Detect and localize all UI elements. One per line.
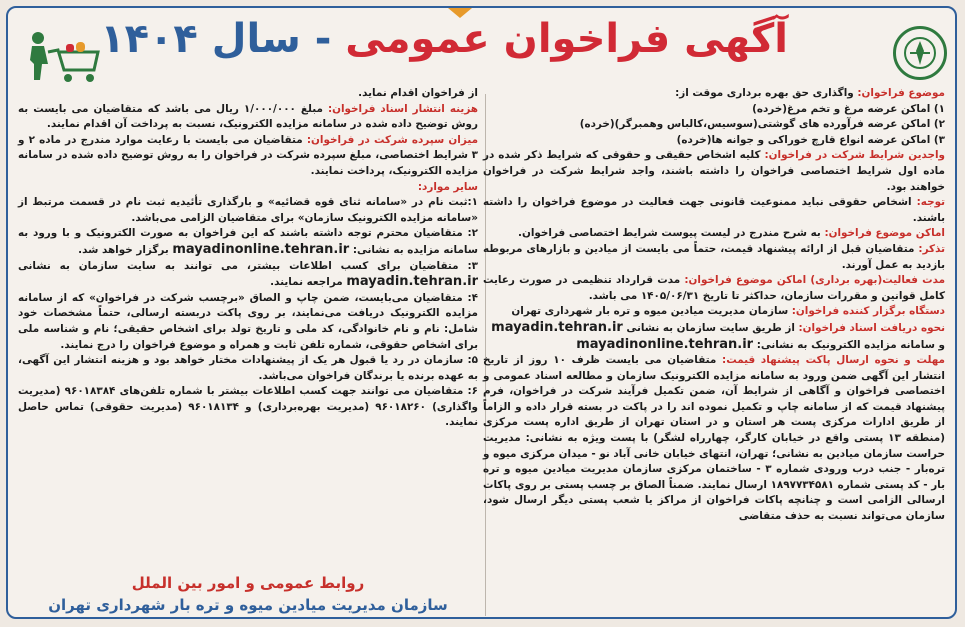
paragraph: [18, 133, 478, 180]
paragraph: [483, 226, 945, 242]
paragraph-heading: مهلت و نحوه ارسال پاکت پیشنهاد قیمت:: [722, 354, 945, 367]
paragraph-text: ۲) اماکن عرضه فرآورده های گوشتی(سوسیس،کالباس وهمبرگر)(خرده): [579, 118, 945, 131]
footer: [18, 572, 478, 616]
website-link[interactable]: mayadin.tehran.ir: [491, 319, 623, 335]
footer-line-1: روابط عمومی و امور بین الملل: [131, 574, 365, 592]
paragraph: [483, 337, 945, 354]
paragraph-text: ۱:ثبت نام در «سامانه ثنای قوه قضائیه» و بارگذاری تأئیدیه ثبت نام در قسمت مرتبط از «سامانه مزایده الکترونیک سازمان» برای متقاضیان الزامی می‌باشد.: [18, 196, 478, 224]
paragraph: [483, 304, 945, 320]
paragraph-text: به شرح مندرج در لیست پیوست شرایط اختصاصی فراخوان.: [518, 227, 825, 240]
paragraph-text: از فراخوان اقدام نماید.: [358, 87, 478, 99]
paragraph-heading: میزان سپرده شرکت در فراخوان:: [306, 133, 478, 146]
paragraph-text: ۱) اماکن عرضه مرغ و تخم مرغ(خرده): [752, 102, 945, 115]
paragraph-heading: توجه:: [916, 196, 945, 209]
paragraph-heading: موضوع فراخوان:: [857, 87, 945, 99]
paragraph: [18, 226, 478, 258]
paragraph-text: از طریق سایت سازمان به نشانی: [622, 321, 799, 334]
paragraph: [483, 273, 945, 304]
paragraph: [483, 195, 945, 226]
paragraph: [18, 102, 478, 133]
paragraph-heading: تذکر:: [918, 242, 945, 255]
paragraph-heading: دستگاه برگزار کننده فراخوان:: [791, 305, 945, 318]
website-link[interactable]: mayadinonline.tehran.ir: [576, 336, 754, 352]
paragraph-text: ۳: متقاضیان برای کسب اطلاعات بیشتر، می توانند به سایت سازمان به نشانی: [18, 259, 478, 272]
title-year: - سال ۱۴۰۴: [100, 16, 332, 62]
paragraph-text: متقاضیان می بایست ظرف ۱۰ روز از تاریخ انتشار این آگهی ضمن ورود به سامانه مزایده الکترونیک سازمان و مطالعه اسناد عمومی و اختصاصی فراخوان و آگاهی از شرایط آن، ضمن تکمیل فرآیند شرکت در فراخوان، فرم پیشنهاد قیمت که از سامانه چاپ و تکمیل نموده اند را در پاکت در بسته قرار داده و الزاماً از طریق ادارات مرکزی پست هر استان و در استان تهران از طریق اداره پست مرکزی (منطقه ۱۳ پستی واقع در خیابان کارگر، چهارراه لشگر) با پست ویژه به نشانی: مدیریت حراست سازمان میادین به نشانی؛ تهران، انتهای خیابان خانی آباد نو - میدان مرکزی میوه و تره‌بار - جنب درب ورودی شماره ۳ - ساختمان مرکزی سازمان مدیریت میادین میوه و تره بار - کد پستی شماره ۱۸۹۷۷۳۴۵۸۱ ارسال نمایند. ضمناً الصاق بر چسب پستی بر روی پاکات ارسالی الزامی است و چنانچه پاکات فراخوان از مراکز یا شعب پستی دیگر ارسال شود، سازمان می‌تواند نسبت به حذف متقاضی: [483, 354, 945, 523]
footer-line-2: سازمان مدیریت میادین میوه و تره بار شهرداری تهران: [48, 596, 448, 614]
paragraph: [483, 148, 945, 195]
title-main: آگهی فراخوان عمومی: [345, 16, 788, 62]
shopping-cart-icon: [22, 30, 102, 86]
paragraph: [18, 291, 478, 353]
paragraph: [483, 133, 945, 149]
paragraph: [483, 320, 945, 337]
paragraph-heading: مدت فعالیت(بهره برداری) اماکن موضوع فراخوان:: [684, 274, 945, 287]
paragraph-heading: هزینه انتشار اسناد فراخوان:: [327, 102, 478, 115]
paragraph-heading: نحوه دریافت اسناد فراخوان:: [798, 321, 945, 334]
paragraph-text: مبلغ ۱/۰۰۰/۰۰۰ ریال می باشد که متقاضیان می بایست به روش توضیح داده شده در سامانه مزایده الکترونیک، نسبت به پرداخت آن اقدام نمایند.: [18, 102, 478, 131]
website-link[interactable]: mayadin.tehran.ir: [346, 274, 478, 290]
paragraph: [483, 102, 945, 118]
paragraph: [18, 259, 478, 291]
paragraph: [18, 86, 478, 102]
paragraph: [483, 86, 945, 102]
notice-frame: [6, 6, 957, 619]
paragraph-tail: برگزار خواهد شد.: [78, 243, 173, 256]
paragraph-text: سازمان مدیریت میادین میوه و تره بار شهرداری تهران: [511, 305, 792, 318]
paragraph: [483, 117, 945, 133]
tehran-municipality-logo-icon: [893, 26, 947, 80]
right-column: [483, 86, 945, 525]
paragraph-text: ۳) اماکن عرضه انواع قارچ خوراکی و جوانه ها(خرده): [676, 133, 945, 146]
paragraph-text: مدت قرارداد تنظیمی در صورت رعایت کامل قوانین و مقررات سازمان، حداکثر تا تاریخ ۱۴۰۵/۰۶/۳۱ می باشد.: [483, 274, 945, 302]
website-link[interactable]: mayadinonline.tehran.ir: [172, 241, 350, 257]
left-column: [18, 86, 478, 431]
paragraph-text: متقاضیان می بایست با رعایت موارد مندرج در ماده ۲ و ۳ شرایط اختصاصی، مبلغ سپرده شرکت در فراخوان را به روش توضیح داده شده در سامانه مزایده الکترونیک، پرداخت نمایند.: [18, 133, 478, 177]
paragraph-heading: اماکن موضوع فراخوان:: [824, 227, 945, 240]
paragraph-heading: واجدین شرایط شرکت در فراخوان:: [764, 149, 945, 162]
paragraph-text: کلیه اشخاص حقیقی و حقوقی که شرایط ذکر شده در ماده اول شرایط اختصاصی فراخوان را داشته باشند، واجد شرایط شرکت در فراخوان خواهند بود.: [483, 149, 945, 193]
paragraph-text: متقاضیان قبل از ارائه پیشنهاد قیمت، حتماً می بایست از میادین و بازارهای مربوطه بازدید به عمل آورند.: [483, 242, 945, 271]
paragraph-text: ۶: متقاضیان می توانند جهت کسب اطلاعات بیشتر با شماره تلفن‌های ۹۶۰۱۸۳۸۴ (مدیریت واگذاری) ۹۶۰۱۸۲۶۰ (مدیریت بهره‌برداری) و ۹۶۰۱۸۱۳۴ (مدیریت حقوقی) تماس حاصل نمایند.: [18, 385, 478, 429]
paragraph: [18, 384, 478, 431]
paragraph-text: ۲: متقاضیان محترم توجه داشته باشند که این فراخوان به صورت الکترونیک و با ورود به سامانه مزایده به نشانی:: [18, 227, 478, 256]
paragraph: [18, 353, 478, 384]
paragraph: [483, 353, 945, 525]
paragraph-text: اشخاص حقوقی نباید ممنوعیت قانونی جهت فعالیت در موضوع فراخوان را داشته باشند.: [483, 196, 945, 224]
paragraph-text: ۵: سازمان در رد یا قبول هر یک از پیشنهادات مختار خواهد بود و هزینه انتشار این آگهی، به عهده برنده یا برندگان فراخوان می‌باشد.: [18, 354, 478, 382]
paragraph: [18, 180, 478, 196]
paragraph-text: و سامانه مزایده الکترونیک به نشانی:: [753, 338, 945, 351]
page-title: [100, 16, 788, 62]
paragraph-heading: سایر موارد:: [417, 180, 478, 193]
paragraph: [483, 242, 945, 273]
header: [8, 14, 957, 84]
paragraph: [18, 195, 478, 226]
paragraph-tail: مراجعه نمایند.: [270, 276, 347, 289]
paragraph-text: واگذاری حق بهره برداری موقت از:: [675, 87, 858, 99]
paragraph-text: ۴: متقاضیان می‌بایست، ضمن چاپ و الصاق «برچسب شرکت در فراخوان» که از سامانه مزایده الکترونیک دریافت می‌نمایند، بر روی پاکت دربسته ارسالی، حتماً مشخصات خود شامل: نام و نام خانوادگی، کد ملی و تاریخ تولد برای اشخاص حقیقی؛ نام و شناسه ملی برای اشخاص حقوقی، شماره تلفن ثابت و همراه و موضوع فراخوان را درج نمایند.: [18, 291, 478, 351]
